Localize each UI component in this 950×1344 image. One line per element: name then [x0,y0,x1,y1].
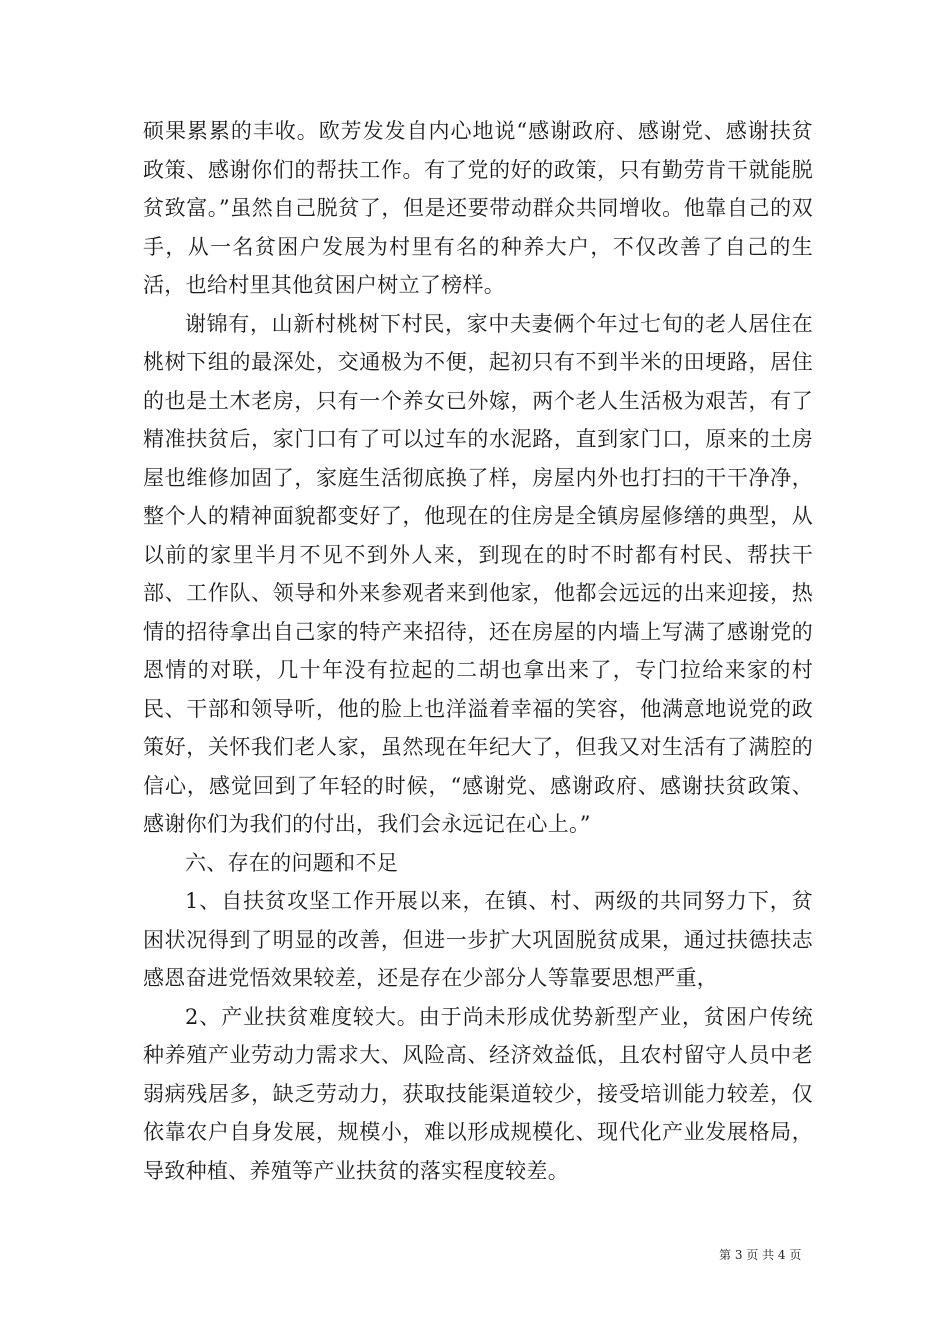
paragraph-testimony-ou: 硕果累累的丰收。欧芳发发自内心地说“感谢政府、感谢党、感谢扶贫政策、感谢你们的帮扶工作。有了党的好的政策，只有勤劳肯干就能脱贫致富。”虽然自己脱贫了，但是还要带动群众共同增收。他靠自己的双手，从一名贫困户发展为村里有名的种养大户，不仅改善了自己的生活，也给村里其他贫困户树立了榜样。 [143,119,813,297]
document-body [143,112,813,1190]
section-heading-problems: 六、存在的问题和不足 [185,850,398,875]
paragraph-problem-2: 2、产业扶贫难度较大。由于尚未形成优势新型产业，贫困户传统种养殖产业劳动力需求大、风险高、经济效益低，且农村留守人员中老弱病残居多，缺乏劳动力，获取技能渠道较少，接受培训能力较差，仅依靠农户自身发展，规模小，难以形成规模化、现代化产业发展格局，导致种植、养殖等产业扶贫的落实程度较差。 [143,1004,813,1183]
paragraph-problem-1: 1、自扶贫攻坚工作开展以来，在镇、村、两级的共同努力下，贫困状况得到了明显的改善，但进一步扩大巩固脱贫成果，通过扶德扶志感恩奋进党悟效果较差，还是存在少部分人等靠要思想严重， [143,889,813,990]
paragraph-xie-jinyou: 谢锦有，山新村桃树下村民，家中夫妻俩个年过七旬的老人居住在桃树下组的最深处，交通极为不便，起初只有不到半米的田埂路，居住的也是土木老房，只有一个养女已外嫁，两个老人生活极为艰苦，有了精准扶贫后，家门口有了可以过车的水泥路，直到家门口，原来的土房屋也维修加固了，家庭生活彻底换了样，房屋内外也打扫的干干净净，整个人的精神面貌都变好了，他现在的住房是全镇房屋修缮的典型，从以前的家里半月不见不到外人来，到现在的时不时都有村民、帮扶干部、工作队、领导和外来参观者来到他家，他都会远远的出来迎接，热情的招待拿出自己家的特产来招待，还在房屋的内墙上写满了感谢党的恩情的对联，几十年没有拉起的二胡也拿出来了，专门拉给来家的村民、干部和领导听，他的脸上也洋溢着幸福的笑容，他满意地说党的政策好，关怀我们老人家，虽然现在年纪大了，但我又对生活有了满腔的信心，感觉回到了年轻的时候，“感谢党、感谢政府、感谢扶贫政策、感谢你们为我们的付出，我们会永远记在心上。” [143,311,813,836]
page-number-footer: 第 3 页 共 4 页 [719,1248,802,1262]
